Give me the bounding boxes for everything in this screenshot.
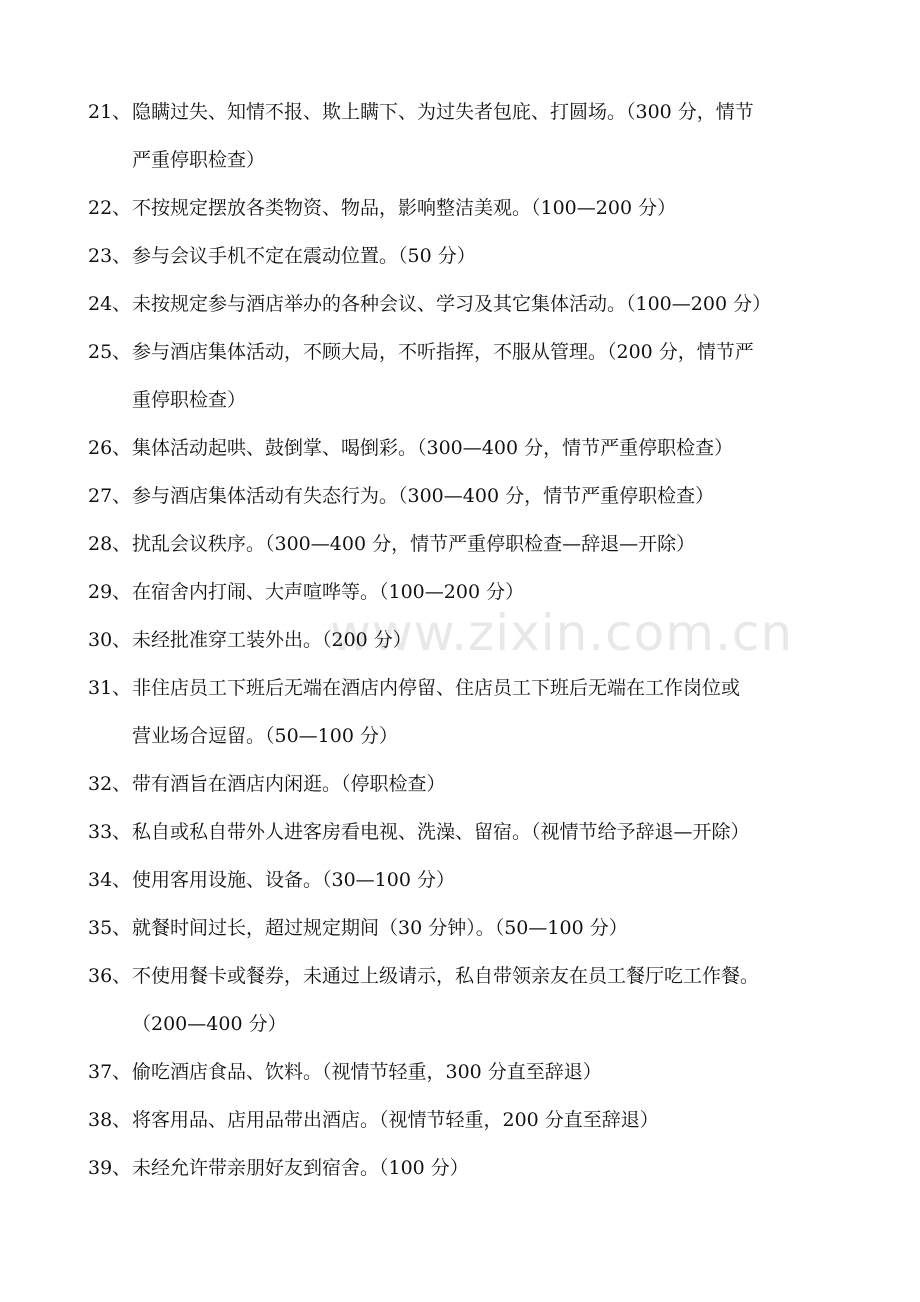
rule-number: 34、	[88, 869, 132, 891]
rule-number: 31、	[88, 677, 132, 699]
rule-text: 非住店员工下班后无端在酒店内停留、住店员工下班后无端在工作岗位或	[132, 677, 741, 699]
rule-number: 32、	[88, 773, 132, 795]
rule-text: 未经允许带亲朋好友到宿舍。（100 分）	[132, 1157, 469, 1179]
rule-item	[88, 184, 848, 232]
rule-text: 不使用餐卡或餐券，未通过上级请示，私自带领亲友在员工餐厅吃工作餐。	[132, 965, 760, 987]
rule-number: 27、	[88, 485, 132, 507]
rule-number: 24、	[88, 293, 132, 315]
rule-item	[88, 1144, 848, 1192]
rule-item	[88, 904, 848, 952]
rule-number: 28、	[88, 533, 132, 555]
rule-item	[88, 760, 848, 808]
rule-text-continuation: 重停职检查）	[132, 389, 247, 411]
rule-text: 参与酒店集体活动，不顾大局，不听指挥，不服从管理。（200 分，情节严	[132, 341, 754, 363]
rule-item	[88, 232, 848, 280]
rule-number: 38、	[88, 1109, 132, 1131]
rule-item	[88, 808, 848, 856]
rule-text: 使用客用设施、设备。（30—100 分）	[132, 869, 455, 891]
rule-item	[88, 616, 848, 664]
rule-item	[88, 328, 848, 424]
rule-number: 30、	[88, 629, 132, 651]
rule-number: 29、	[88, 581, 132, 603]
rule-number: 22、	[88, 197, 132, 219]
rule-text-continuation: 营业场合逗留。（50—100 分）	[132, 725, 398, 747]
rule-item	[88, 568, 848, 616]
rule-text: 参与会议手机不定在震动位置。（50 分）	[132, 245, 476, 267]
rule-text-continuation: 严重停职检查）	[132, 149, 266, 171]
rule-item	[88, 952, 848, 1048]
rule-text: 将客用品、店用品带出酒店。（视情节轻重，200 分直至辞退）	[132, 1109, 659, 1131]
rule-text: 未按规定参与酒店举办的各种会议、学习及其它集体活动。（100—200 分）	[132, 293, 772, 315]
rule-item	[88, 88, 848, 184]
rule-number: 25、	[88, 341, 132, 363]
rule-text: 偷吃酒店食品、饮料。（视情节轻重，300 分直至辞退）	[132, 1061, 602, 1083]
rule-number: 21、	[88, 101, 132, 123]
rule-number: 35、	[88, 917, 132, 939]
rule-number: 33、	[88, 821, 132, 843]
rule-item	[88, 664, 848, 760]
rule-number: 23、	[88, 245, 132, 267]
rule-text: 带有酒旨在酒店内闲逛。（停职检查）	[132, 773, 446, 795]
rule-text-continuation: （200—400 分）	[132, 1013, 287, 1035]
rule-number: 39、	[88, 1157, 132, 1179]
rule-item	[88, 1048, 848, 1096]
rule-text: 不按规定摆放各类物资、物品，影响整洁美观。（100—200 分）	[132, 197, 677, 219]
rule-number: 36、	[88, 965, 132, 987]
rule-text: 私自或私自带外人进客房看电视、洗澡、留宿。（视情节给予辞退—开除）	[132, 821, 750, 843]
rule-text: 参与酒店集体活动有失态行为。（300—400 分，情节严重停职检查）	[132, 485, 715, 507]
rule-item	[88, 856, 848, 904]
rule-item	[88, 280, 848, 328]
rule-text: 集体活动起哄、鼓倒掌、喝倒彩。（300—400 分，情节严重停职检查）	[132, 437, 734, 459]
watermark: www.zixin.com.cn	[330, 604, 794, 662]
rule-item	[88, 1096, 848, 1144]
rule-text: 在宿舍内打闹、大声喧哗等。（100—200 分）	[132, 581, 525, 603]
rule-number: 37、	[88, 1061, 132, 1083]
rule-text: 扰乱会议秩序。（300—400 分，情节严重停职检查—辞退—开除）	[132, 533, 696, 555]
rule-text: 就餐时间过长，超过规定期间（30 分钟）。（50—100 分）	[132, 917, 628, 939]
rule-item	[88, 472, 848, 520]
rule-number: 26、	[88, 437, 132, 459]
rule-text: 隐瞒过失、知情不报、欺上瞒下、为过失者包庇、打圆场。（300 分，情节	[132, 101, 754, 123]
rule-item	[88, 424, 848, 472]
rule-text: 未经批准穿工装外出。（200 分）	[132, 629, 412, 651]
rule-item	[88, 520, 848, 568]
